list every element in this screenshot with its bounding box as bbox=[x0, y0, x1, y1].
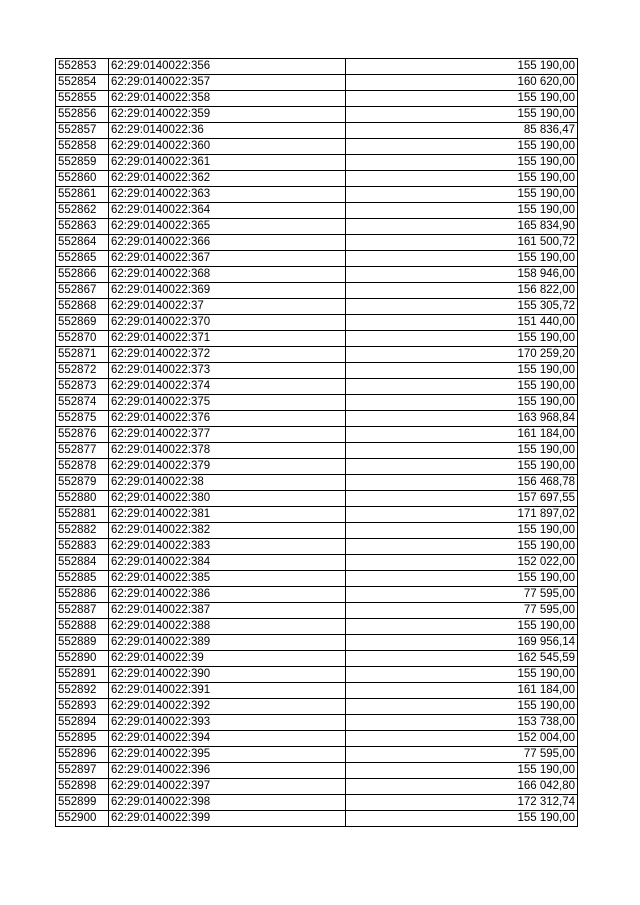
row-number-cell: 552894 bbox=[56, 715, 109, 731]
cadastral-number-cell: 62:29:0140022:395 bbox=[109, 747, 346, 763]
table-row bbox=[56, 587, 578, 603]
cadastral-number-cell: 62:29:0140022:370 bbox=[109, 315, 346, 331]
table-row bbox=[56, 235, 578, 251]
cadastral-value-cell: 165 834,90 bbox=[346, 219, 578, 235]
cadastral-number-cell: 62:29:0140022:373 bbox=[109, 363, 346, 379]
cadastral-number-cell: 62:29:0140022:386 bbox=[109, 587, 346, 603]
table-row bbox=[56, 315, 578, 331]
cadastral-value-cell: 155 190,00 bbox=[346, 363, 578, 379]
cadastral-number-cell: 62:29:0140022:358 bbox=[109, 91, 346, 107]
row-number-cell: 552856 bbox=[56, 107, 109, 123]
cadastral-number-cell: 62:29:0140022:376 bbox=[109, 411, 346, 427]
cadastral-number-cell: 62:29:0140022:369 bbox=[109, 283, 346, 299]
row-number-cell: 552863 bbox=[56, 219, 109, 235]
cadastral-number-cell: 62:29:0140022:390 bbox=[109, 667, 346, 683]
row-number-cell: 552893 bbox=[56, 699, 109, 715]
cadastral-value-cell: 161 500,72 bbox=[346, 235, 578, 251]
row-number-cell: 552862 bbox=[56, 203, 109, 219]
cadastral-value-cell: 155 190,00 bbox=[346, 107, 578, 123]
cadastral-number-cell: 62:29:0140022:399 bbox=[109, 811, 346, 827]
row-number-cell: 552889 bbox=[56, 635, 109, 651]
table-row bbox=[56, 203, 578, 219]
row-number-cell: 552864 bbox=[56, 235, 109, 251]
cadastral-value-cell: 158 946,00 bbox=[346, 267, 578, 283]
row-number-cell: 552853 bbox=[56, 59, 109, 75]
cadastral-number-cell: 62:29:0140022:362 bbox=[109, 171, 346, 187]
table-row bbox=[56, 699, 578, 715]
row-number-cell: 552888 bbox=[56, 619, 109, 635]
table-row bbox=[56, 379, 578, 395]
cadastral-value-cell: 155 190,00 bbox=[346, 443, 578, 459]
table-row bbox=[56, 443, 578, 459]
cadastral-number-cell: 62:29:0140022:377 bbox=[109, 427, 346, 443]
cadastral-number-cell: 62:29:0140022:378 bbox=[109, 443, 346, 459]
cadastral-value-cell: 155 190,00 bbox=[346, 91, 578, 107]
cadastral-value-cell: 155 190,00 bbox=[346, 171, 578, 187]
table-row bbox=[56, 523, 578, 539]
cadastral-number-cell: 62:29:0140022:384 bbox=[109, 555, 346, 571]
table-row bbox=[56, 283, 578, 299]
table-row bbox=[56, 475, 578, 491]
row-number-cell: 552857 bbox=[56, 123, 109, 139]
cadastral-value-cell: 155 190,00 bbox=[346, 667, 578, 683]
cadastral-value-cell: 172 312,74 bbox=[346, 795, 578, 811]
row-number-cell: 552868 bbox=[56, 299, 109, 315]
table-row bbox=[56, 267, 578, 283]
table-body bbox=[56, 59, 578, 827]
row-number-cell: 552865 bbox=[56, 251, 109, 267]
row-number-cell: 552884 bbox=[56, 555, 109, 571]
cadastral-number-cell: 62:29:0140022:36 bbox=[109, 123, 346, 139]
cadastral-number-cell: 62:29:0140022:381 bbox=[109, 507, 346, 523]
cadastral-number-cell: 62:29:0140022:363 bbox=[109, 187, 346, 203]
row-number-cell: 552883 bbox=[56, 539, 109, 555]
row-number-cell: 552859 bbox=[56, 155, 109, 171]
table-row bbox=[56, 651, 578, 667]
cadastral-value-cell: 155 190,00 bbox=[346, 539, 578, 555]
cadastral-value-cell: 161 184,00 bbox=[346, 427, 578, 443]
table-row bbox=[56, 171, 578, 187]
row-number-cell: 552855 bbox=[56, 91, 109, 107]
cadastral-number-cell: 62:29:0140022:394 bbox=[109, 731, 346, 747]
cadastral-value-cell: 155 190,00 bbox=[346, 523, 578, 539]
row-number-cell: 552879 bbox=[56, 475, 109, 491]
table-row bbox=[56, 107, 578, 123]
table-row bbox=[56, 187, 578, 203]
table-row bbox=[56, 539, 578, 555]
cadastral-number-cell: 62:29:0140022:38 bbox=[109, 475, 346, 491]
cadastral-value-cell: 155 190,00 bbox=[346, 251, 578, 267]
row-number-cell: 552875 bbox=[56, 411, 109, 427]
row-number-cell: 552872 bbox=[56, 363, 109, 379]
cadastral-number-cell: 62:29:0140022:361 bbox=[109, 155, 346, 171]
cadastral-value-cell: 155 190,00 bbox=[346, 155, 578, 171]
cadastral-number-cell: 62:29:0140022:39 bbox=[109, 651, 346, 667]
row-number-cell: 552858 bbox=[56, 139, 109, 155]
table-row bbox=[56, 731, 578, 747]
cadastral-value-cell: 170 259,20 bbox=[346, 347, 578, 363]
cadastral-value-cell: 155 190,00 bbox=[346, 379, 578, 395]
table-row bbox=[56, 363, 578, 379]
cadastral-number-cell: 62:29:0140022:397 bbox=[109, 779, 346, 795]
cadastral-value-cell: 156 822,00 bbox=[346, 283, 578, 299]
cadastral-value-cell: 152 004,00 bbox=[346, 731, 578, 747]
cadastral-number-cell: 62:29:0140022:365 bbox=[109, 219, 346, 235]
cadastral-number-cell: 62:29:0140022:360 bbox=[109, 139, 346, 155]
row-number-cell: 552869 bbox=[56, 315, 109, 331]
cadastral-value-cell: 169 956,14 bbox=[346, 635, 578, 651]
row-number-cell: 552881 bbox=[56, 507, 109, 523]
row-number-cell: 552870 bbox=[56, 331, 109, 347]
cadastral-number-cell: 62:29:0140022:368 bbox=[109, 267, 346, 283]
cadastral-value-cell: 77 595,00 bbox=[346, 587, 578, 603]
cadastral-number-cell: 62:29:0140022:398 bbox=[109, 795, 346, 811]
row-number-cell: 552899 bbox=[56, 795, 109, 811]
cadastral-value-cell: 155 190,00 bbox=[346, 459, 578, 475]
row-number-cell: 552861 bbox=[56, 187, 109, 203]
table-row bbox=[56, 603, 578, 619]
table-row bbox=[56, 571, 578, 587]
table-row bbox=[56, 779, 578, 795]
cadastral-number-cell: 62:29:0140022:391 bbox=[109, 683, 346, 699]
cadastral-number-cell: 62:29:0140022:393 bbox=[109, 715, 346, 731]
document-page bbox=[55, 58, 577, 827]
cadastral-value-cell: 155 190,00 bbox=[346, 139, 578, 155]
table-row bbox=[56, 811, 578, 827]
row-number-cell: 552900 bbox=[56, 811, 109, 827]
cadastral-number-cell: 62:29:0140022:396 bbox=[109, 763, 346, 779]
cadastral-number-cell: 62:29:0140022:367 bbox=[109, 251, 346, 267]
table-row bbox=[56, 251, 578, 267]
cadastral-number-cell: 62:29:0140022:379 bbox=[109, 459, 346, 475]
cadastral-number-cell: 62:29:0140022:389 bbox=[109, 635, 346, 651]
table-row bbox=[56, 635, 578, 651]
table-row bbox=[56, 507, 578, 523]
table-row bbox=[56, 683, 578, 699]
cadastral-number-cell: 62;29:0140022:380 bbox=[109, 491, 346, 507]
cadastral-number-cell: 62:29:0140022:359 bbox=[109, 107, 346, 123]
table-row bbox=[56, 747, 578, 763]
cadastral-value-cell: 160 620,00 bbox=[346, 75, 578, 91]
row-number-cell: 552896 bbox=[56, 747, 109, 763]
cadastral-value-cell: 155 190,00 bbox=[346, 619, 578, 635]
row-number-cell: 552871 bbox=[56, 347, 109, 363]
cadastral-value-cell: 155 190,00 bbox=[346, 59, 578, 75]
cadastral-value-cell: 157 697,55 bbox=[346, 491, 578, 507]
cadastral-number-cell: 62:29:0140022:357 bbox=[109, 75, 346, 91]
row-number-cell: 552873 bbox=[56, 379, 109, 395]
table-row bbox=[56, 123, 578, 139]
cadastral-value-cell: 151 440,00 bbox=[346, 315, 578, 331]
table-row bbox=[56, 491, 578, 507]
table-row bbox=[56, 347, 578, 363]
table-row bbox=[56, 763, 578, 779]
table-row bbox=[56, 299, 578, 315]
row-number-cell: 552854 bbox=[56, 75, 109, 91]
cadastral-number-cell: 62:29:0140022:383 bbox=[109, 539, 346, 555]
cadastral-number-cell: 62:29:0140022:364 bbox=[109, 203, 346, 219]
row-number-cell: 552891 bbox=[56, 667, 109, 683]
cadastral-value-cell: 155 190,00 bbox=[346, 203, 578, 219]
row-number-cell: 552890 bbox=[56, 651, 109, 667]
cadastral-number-cell: 62:29:0140022:387 bbox=[109, 603, 346, 619]
row-number-cell: 552882 bbox=[56, 523, 109, 539]
cadastral-value-cell: 153 738,00 bbox=[346, 715, 578, 731]
table-row bbox=[56, 91, 578, 107]
cadastral-value-cell: 161 184,00 bbox=[346, 683, 578, 699]
row-number-cell: 552867 bbox=[56, 283, 109, 299]
table-row bbox=[56, 619, 578, 635]
table-row bbox=[56, 795, 578, 811]
cadastral-value-cell: 166 042,80 bbox=[346, 779, 578, 795]
cadastral-value-cell: 155 190,00 bbox=[346, 331, 578, 347]
row-number-cell: 552877 bbox=[56, 443, 109, 459]
table-row bbox=[56, 59, 578, 75]
cadastral-value-cell: 155 190,00 bbox=[346, 811, 578, 827]
table-row bbox=[56, 155, 578, 171]
table-row bbox=[56, 219, 578, 235]
cadastral-value-cell: 85 836,47 bbox=[346, 123, 578, 139]
cadastral-value-cell: 171 897,02 bbox=[346, 507, 578, 523]
table-row bbox=[56, 411, 578, 427]
cadastral-number-cell: 62:29:0140022:388 bbox=[109, 619, 346, 635]
cadastral-value-cell: 152 022,00 bbox=[346, 555, 578, 571]
table-row bbox=[56, 667, 578, 683]
row-number-cell: 552892 bbox=[56, 683, 109, 699]
cadastral-value-cell: 163 968,84 bbox=[346, 411, 578, 427]
table-row bbox=[56, 75, 578, 91]
row-number-cell: 552887 bbox=[56, 603, 109, 619]
row-number-cell: 552866 bbox=[56, 267, 109, 283]
cadastral-value-cell: 77 595,00 bbox=[346, 747, 578, 763]
cadastral-number-cell: 62:29:0140022:366 bbox=[109, 235, 346, 251]
table-row bbox=[56, 139, 578, 155]
table-row bbox=[56, 427, 578, 443]
row-number-cell: 552876 bbox=[56, 427, 109, 443]
cadastral-number-cell: 62:29:0140022:374 bbox=[109, 379, 346, 395]
cadastral-value-cell: 162 545,59 bbox=[346, 651, 578, 667]
row-number-cell: 552897 bbox=[56, 763, 109, 779]
row-number-cell: 552880 bbox=[56, 491, 109, 507]
cadastral-number-cell: 62:29:0140022:385 bbox=[109, 571, 346, 587]
cadastral-value-cell: 155 190,00 bbox=[346, 699, 578, 715]
cadastral-value-cell: 77 595,00 bbox=[346, 603, 578, 619]
table-row bbox=[56, 395, 578, 411]
row-number-cell: 552898 bbox=[56, 779, 109, 795]
row-number-cell: 552874 bbox=[56, 395, 109, 411]
cadastral-number-cell: 62:29:0140022:371 bbox=[109, 331, 346, 347]
cadastral-number-cell: 62:29:0140022:356 bbox=[109, 59, 346, 75]
cadastral-value-cell: 155 190,00 bbox=[346, 763, 578, 779]
cadastral-value-cell: 155 190,00 bbox=[346, 187, 578, 203]
row-number-cell: 552860 bbox=[56, 171, 109, 187]
cadastral-number-cell: 62:29:0140022:372 bbox=[109, 347, 346, 363]
cadastral-number-cell: 62:29:0140022:382 bbox=[109, 523, 346, 539]
row-number-cell: 552885 bbox=[56, 571, 109, 587]
cadastral-value-cell: 156 468,78 bbox=[346, 475, 578, 491]
table-row bbox=[56, 459, 578, 475]
cadastral-number-cell: 62:29:0140022:375 bbox=[109, 395, 346, 411]
cadastral-number-cell: 62:29:0140022:37 bbox=[109, 299, 346, 315]
cadastral-value-cell: 155 190,00 bbox=[346, 395, 578, 411]
cadastral-number-cell: 62:29:0140022:392 bbox=[109, 699, 346, 715]
row-number-cell: 552878 bbox=[56, 459, 109, 475]
table-row bbox=[56, 331, 578, 347]
cadastral-value-table bbox=[55, 58, 578, 827]
row-number-cell: 552895 bbox=[56, 731, 109, 747]
table-row bbox=[56, 715, 578, 731]
table-row bbox=[56, 555, 578, 571]
cadastral-value-cell: 155 190,00 bbox=[346, 571, 578, 587]
cadastral-value-cell: 155 305,72 bbox=[346, 299, 578, 315]
row-number-cell: 552886 bbox=[56, 587, 109, 603]
